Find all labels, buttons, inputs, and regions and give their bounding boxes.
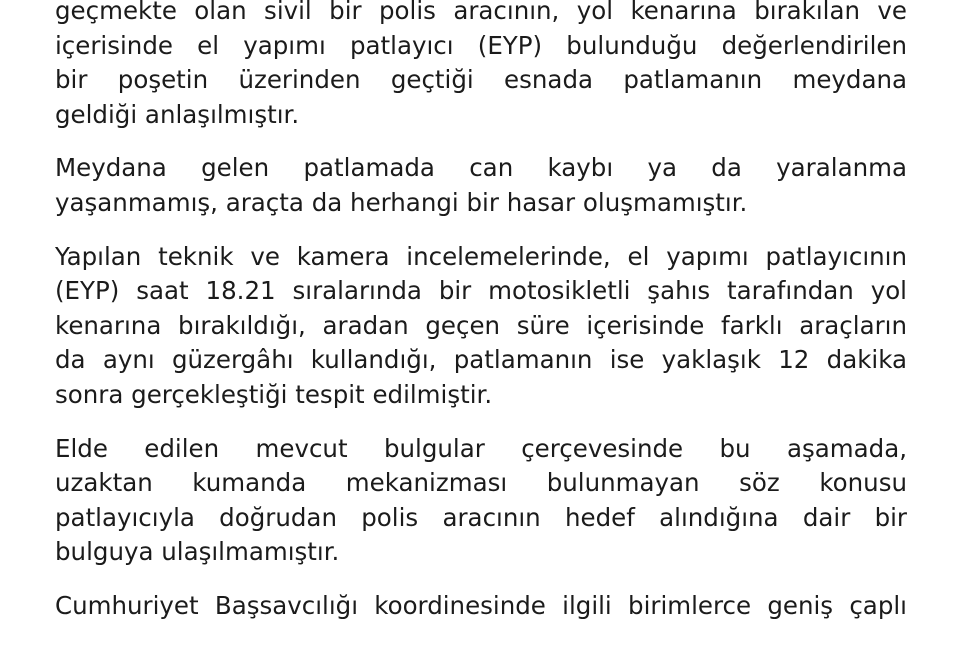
text-line: bir poşetin üzerinden geçtiği esnada patlamanın meydana	[55, 65, 907, 95]
text-line: Cumhuriyet Başsavcılığı koordinesinde ilgili birimlerce geniş çaplı	[55, 590, 907, 620]
text-line: Meydana gelen patlamada can kaybı ya da yaralanma	[55, 153, 907, 183]
text-line: da aynı güzergâhı kullandığı, patlamanın ise yaklaşık 12 dakika	[55, 345, 907, 375]
text-line: yaşanmamış, araçta da herhangi bir hasar oluşmamıştır.	[55, 187, 748, 217]
paragraph-4	[55, 432, 907, 570]
text-line: (EYP) saat 18.21 sıralarında bir motosikletli şahıs tarafından yol	[55, 276, 907, 306]
text-line: kenarına bırakıldığı, aradan geçen süre içerisinde farklı araçların	[55, 310, 907, 340]
text-line: Yapılan teknik ve kamera incelemelerinde, el yapımı patlayıcının	[55, 241, 907, 271]
paragraph-2	[55, 151, 907, 220]
text-line: bulguya ulaşılmamıştır.	[55, 537, 340, 567]
text-line: patlayıcıyla doğrudan polis aracının hedef alındığına dair bir	[55, 502, 907, 532]
paragraph-1	[55, 0, 907, 132]
text-line: uzaktan kumanda mekanizması bulunmayan söz konusu	[55, 468, 907, 498]
paragraph-3	[55, 240, 907, 413]
text-line: geldiği anlaşılmıştır.	[55, 99, 300, 129]
paragraph-5	[55, 589, 907, 624]
statement-text	[55, 0, 907, 643]
text-line: içerisinde el yapımı patlayıcı (EYP) bulunduğu değerlendirilen	[55, 30, 907, 60]
text-line: geçmekte olan sivil bir polis aracının, yol kenarına bırakılan ve	[55, 0, 907, 25]
text-line: sonra gerçekleştiği tespit edilmiştir.	[55, 379, 493, 409]
text-line: Elde edilen mevcut bulgular çerçevesinde bu aşamada,	[55, 433, 907, 463]
